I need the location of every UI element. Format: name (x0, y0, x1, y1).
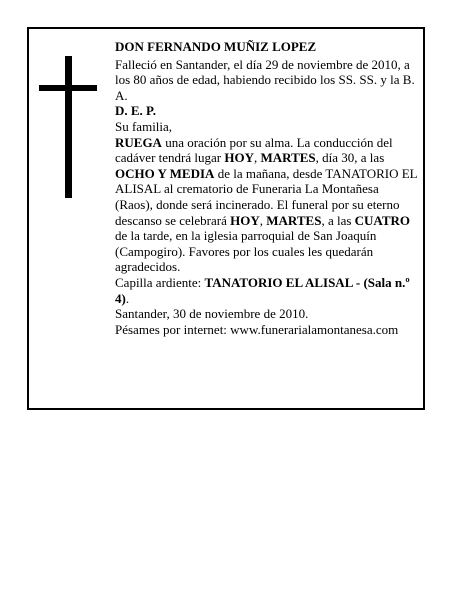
obituary-text (115, 39, 418, 337)
date-place: Santander, 30 de noviembre de 2010. (115, 306, 309, 322)
dep-line: D. E. P. (115, 103, 157, 119)
chapel-line: Capilla ardiente: TANATORIO EL ALISAL - (Sala n.º 4). (115, 274, 410, 306)
family-line: Su familia, (115, 118, 173, 134)
ceremony-details: RUEGA una oración por su alma. La conducción del cadáver tendrá lugar HOY, MARTES, día 30, a las OCHO Y MEDIA de la mañana, desde TANATORIO EL ALISAL al crematorio de Funeraria La Montañesa (Raos), donde será incinerado. El funeral por su eterno descanso se celebrará HOY, MARTES, a las CUATRO de la tarde, en la iglesia parroquial de San Joaquín (Campogiro). Favores por los cuales les quedarán agradecidos. (115, 134, 418, 275)
deceased-name: DON FERNANDO MUÑIZ LOPEZ (115, 39, 317, 54)
death-notice: Falleció en Santander, el día 29 de noviembre de 2010, a los 80 años de edad, habiendo recibido los SS. SS. y la B. A. (115, 56, 415, 103)
cross-icon (65, 56, 72, 198)
condolences-line: Pésames por internet: www.funerarialamontanesa.com (115, 321, 399, 337)
cross-icon-bar (39, 85, 97, 91)
obituary-notice (27, 27, 425, 410)
